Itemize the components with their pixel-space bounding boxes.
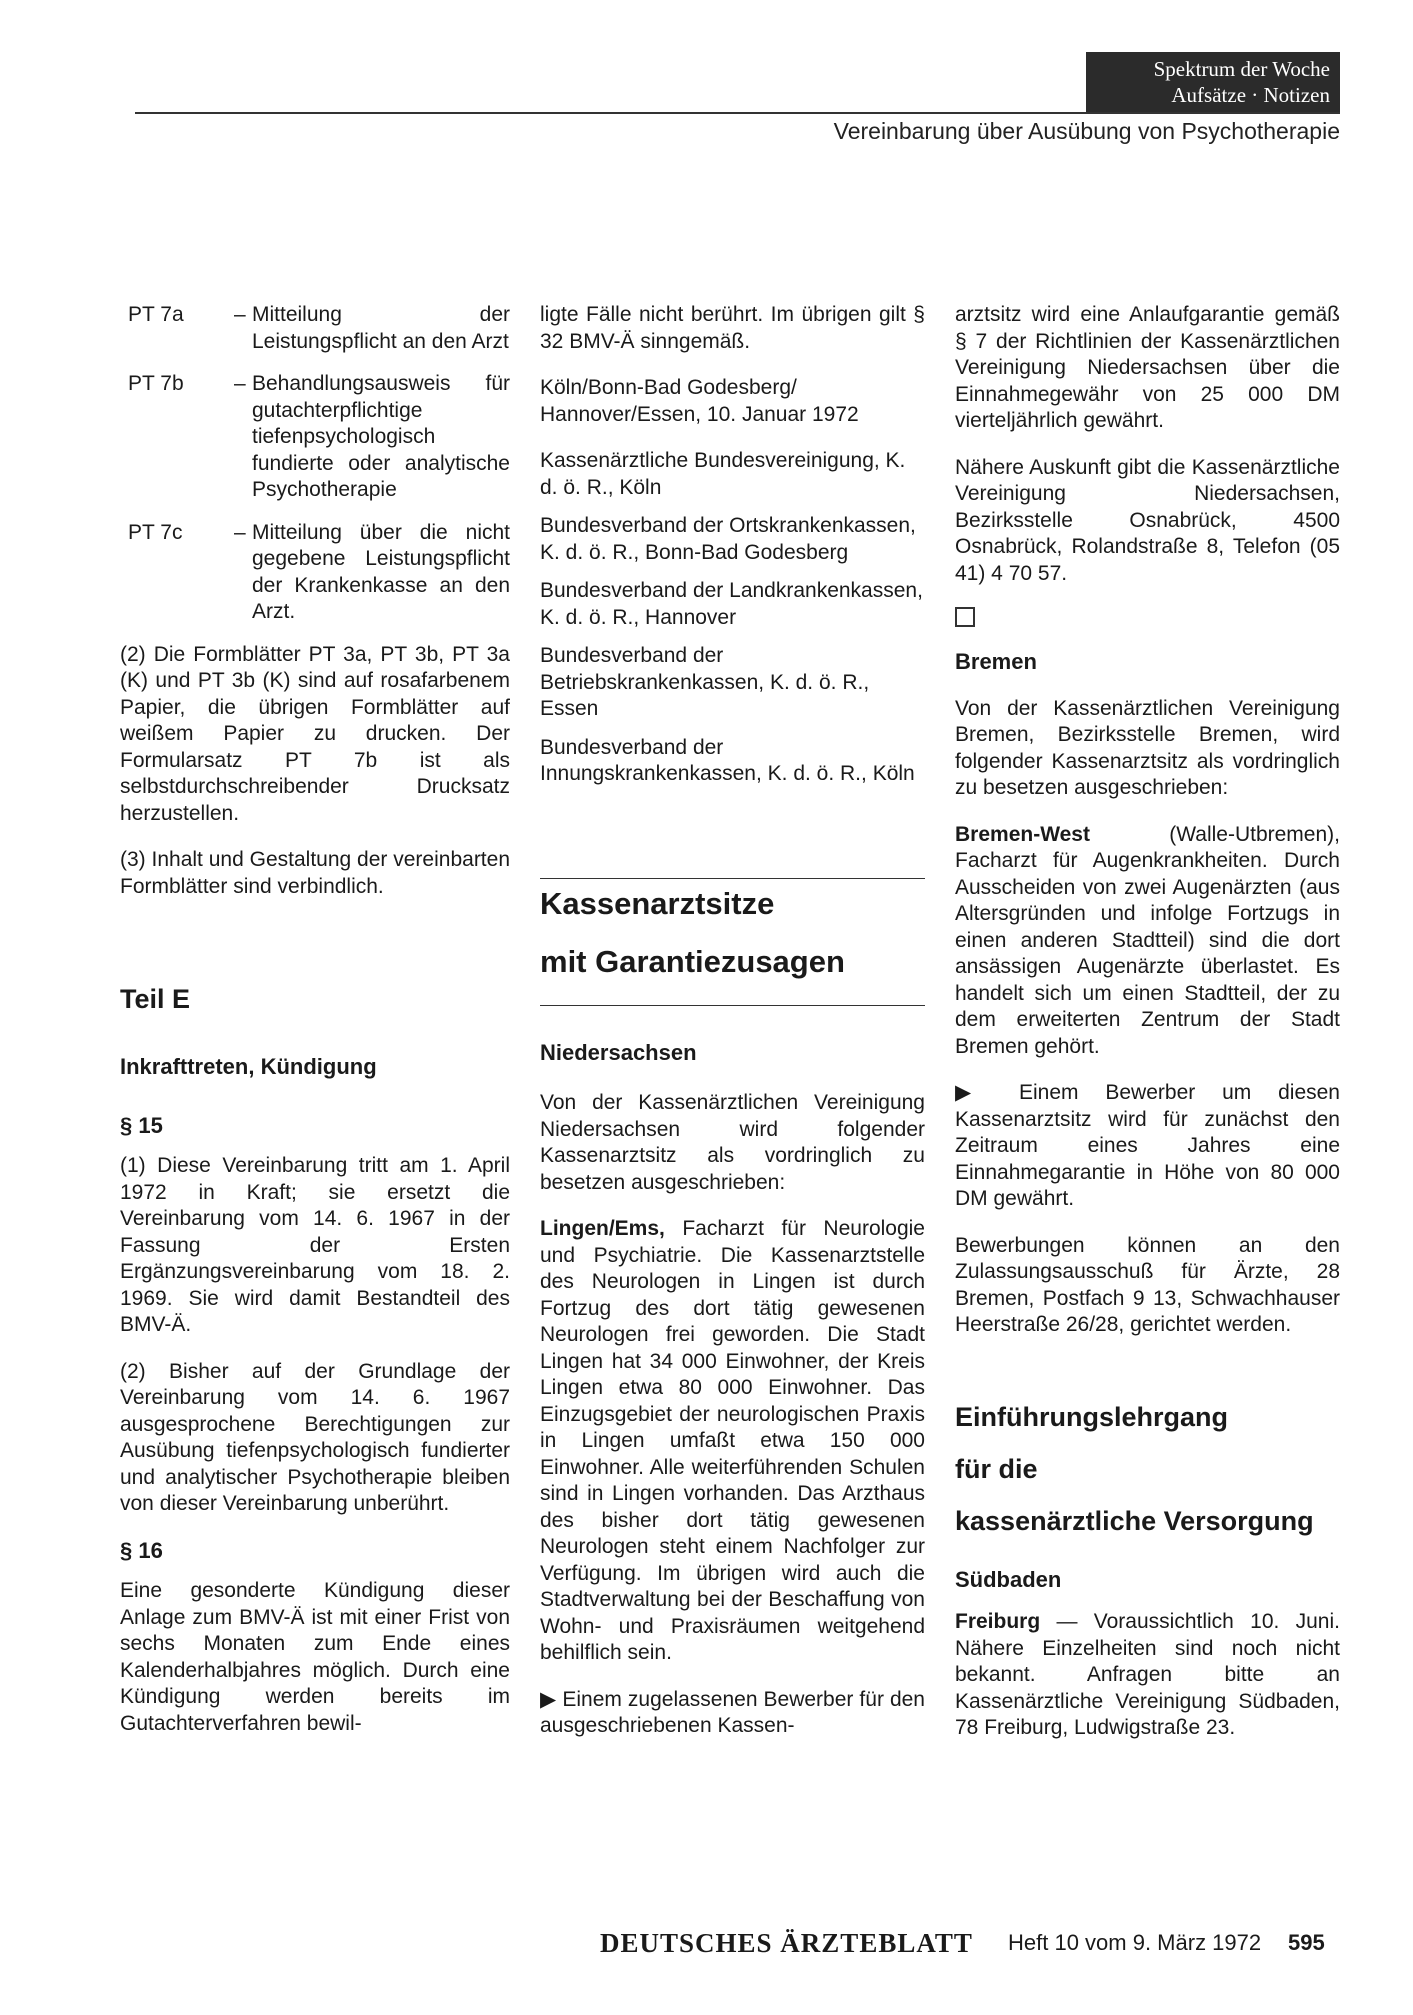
region-heading-niedersachsen: Niedersachsen: [540, 1039, 697, 1065]
lehrgang-title-line1: Einführungslehrgang: [955, 1401, 1228, 1432]
section-15-paragraph-1: (1) Diese Vereinbarung tritt am 1. April 1972 in Kraft; sie ersetzt die Vereinbarung vom 14. 6. 1967 in der Fassung der Ersten Ergänzungsvereinbarung vom 18. 2. 1969. Sie wird damit Bestandteil des BMV-Ä.: [120, 1154, 510, 1336]
bremen-west-text: (Walle-Utbremen), Facharzt für Augenkrankheiten. Durch Ausscheiden von zwei Augenärzten (aus Altersgründen und infolge Fortzugs in einen anderen Stadtteil) sind die dort ansässigen Augenärzte überlastet. Es handelt sich um einen Stadtteil, der zu dem erweiterten Zentrum der Stadt Bremen gehört.: [955, 822, 1340, 1058]
page-number: 595: [1288, 1930, 1325, 1955]
paragraph-bremen: Von der Kassenärztlichen Vereinigung Bremen, Bezirksstelle Bremen, wird folgender Kassenarztsitz als vordringlich zu besetzen ausgeschrieben:: [955, 696, 1340, 799]
paragraph-bremen-west: [955, 822, 1340, 1061]
section-16-paragraph: Eine gesonderte Kündigung dieser Anlage zum BMV-Ä ist mit einer Frist von sechs Monaten zum Ende eines Kalenderhalbjahres möglich. Durch eine Kündigung werden bereits im Gutachterverfahren bewil-: [120, 1579, 510, 1735]
signatory: Bundesverband der Innungskrankenkassen, K. d. ö. R., Köln: [540, 735, 915, 785]
column-2: [540, 302, 925, 1760]
paragraph-freiburg: [955, 1609, 1340, 1742]
place-date: Köln/Bonn-Bad Godesberg/ Hannover/Essen, 10. Januar 1972: [540, 376, 859, 426]
paragraph-bewerber: ▶ Einem Bewerber um diesen Kassenarztsitz wird für zunächst den Zeitraum eines Jahres eine Einnahmegarantie in Höhe von 80 000 DM gewährt.: [955, 1081, 1340, 1210]
section-label-line1: Spektrum der Woche: [1153, 57, 1330, 81]
paragraph-auskunft: Nähere Auskunft gibt die Kassenärztliche Vereinigung Niedersachsen, Bezirksstelle Osnabrück, 4500 Osnabrück, Rolandstraße 8, Telefon (05 41) 4 70 57.: [955, 455, 1340, 585]
pt-item: [120, 371, 510, 504]
section-label-line2: Aufsätze · Notizen: [1171, 83, 1330, 107]
section-title-line1: Kassenarztsitze: [540, 885, 775, 921]
footer-masthead: DEUTSCHES ÄRZTEBLATT: [600, 1928, 973, 1958]
teil-subheading: Inkrafttreten, Kündigung: [120, 1054, 377, 1079]
freiburg-lead: Freiburg: [955, 1610, 1041, 1633]
signatory: Kassenärztliche Bundesvereinigung, K. d. ö. R., Köln: [540, 449, 906, 499]
paragraph-formblaetter: (2) Die Formblätter PT 3a, PT 3b, PT 3a (K) und PT 3b (K) sind auf rosafarbenem Papier, die übrigen Formblätter auf weißem Papier zu drucken. Der Formularsatz PT 7b ist als selbstdurchschreibender Drucksatz herzustellen.: [120, 642, 510, 825]
paragraph-continued: ligte Fälle nicht berührt. Im übrigen gilt § 32 BMV-Ä sinngemäß.: [540, 303, 925, 353]
pt-item: [120, 302, 510, 355]
region-heading-bremen: Bremen: [955, 649, 1037, 674]
end-mark-box: [955, 607, 975, 627]
pt-code: PT 7c: [128, 520, 183, 544]
column-1: [120, 302, 510, 1757]
column-3: [955, 302, 1340, 1762]
pt-code: PT 7a: [128, 303, 184, 326]
freiburg-text: — Voraussichtlich 10. Juni. Nähere Einzelheiten sind noch nicht bekannt. Anfragen bitte an Kassenärztliche Vereinigung Südbaden, 78 Freiburg, Ludwigstraße 23.: [955, 1610, 1340, 1739]
bremen-west-lead: Bremen-West: [955, 822, 1090, 846]
footer-issue: Heft 10 vom 9. März 1972: [1008, 1930, 1262, 1955]
paragraph-lingen: [540, 1216, 925, 1667]
section-15-paragraph-2: (2) Bisher auf der Grundlage der Vereinbarung vom 14. 6. 1967 ausgesprochene Berechtigungen zur Ausübung tiefenpsychologisch fundierter und analytischer Psychotherapie bleiben von dieser Vereinbarung unberührt.: [120, 1359, 510, 1515]
section-15-heading: § 15: [120, 1112, 163, 1138]
signatory: Bundesverband der Landkrankenkassen, K. d. ö. R., Hannover: [540, 579, 923, 629]
section-16-heading: § 16: [120, 1537, 163, 1563]
pt-dash: –: [234, 520, 246, 544]
pt-text: Mitteilung der Leistungspflicht an den Arzt: [252, 303, 510, 353]
paragraph-bewerbungen: Bewerbungen können an den Zulassungsausschuß für Ärzte, 28 Bremen, Postfach 9 13, Schwachhauser Heerstraße 26/28, gerichtet werden.: [955, 1233, 1340, 1336]
paragraph-intro: Von der Kassenärztlichen Vereinigung Niedersachsen wird folgender Kassenarztsitz als vordringlich zu besetzen ausgeschrieben:: [540, 1091, 925, 1194]
teil-heading: Teil E: [120, 984, 191, 1014]
pt-dash: –: [234, 303, 246, 326]
pt-item: [120, 520, 510, 626]
pt-text: Behandlungsausweis für gutachterpflichtige tiefenpsychologisch fundierte oder analytische Psychotherapie: [252, 372, 510, 501]
signatory: Bundesverband der Ortskrankenkassen, K. d. ö. R., Bonn-Bad Godesberg: [540, 514, 916, 564]
pt-text: Mitteilung über die nicht gegebene Leistungspflicht der Krankenkasse an den Arzt.: [252, 520, 510, 623]
lehrgang-title-line2: für die: [955, 1453, 1038, 1484]
pt-code: PT 7b: [128, 372, 184, 395]
paragraph-inhalt: (3) Inhalt und Gestaltung der vereinbarten Formblätter sind verbindlich.: [120, 848, 510, 898]
lingen-text: Facharzt für Neurologie und Psychiatrie. Die Kassenarztstelle des Neurologen in Lingen ist durch Fortzug des dort tätig gewesenen Neurologen frei geworden. Die Stadt Lingen hat 34 000 Einwohner, der Kreis Lingen etwa 80 000 Einwohner. Das Einzugsgebiet der neurologischen Praxis in Lingen umfaßt etwa 150 000 Einwohner. Alle weiterführenden Schulen sind in Lingen vorhanden. Das Arzthaus des bisher dort tätig gewesenen Neurologen steht einem Nachfolger zur Verfügung. Im übrigen wird auch die Stadtverwaltung bei der Beschaffung von Wohn- und Praxisräumen weitgehend behilflich sein.: [540, 1217, 925, 1664]
signatory: Bundesverband der Betriebskrankenkassen, K. d. ö. R., Essen: [540, 644, 870, 720]
paragraph-bullet: ▶ Einem zugelassenen Bewerber für den ausgeschriebenen Kassen-: [540, 1687, 925, 1737]
paragraph-continued: arztsitz wird eine Anlaufgarantie gemäß § 7 der Richtlinien der Kassenärztlichen Vereinigung Niedersachsen über die Einnahmegewähr von 25 000 DM vierteljährlich gewährt.: [955, 303, 1340, 432]
running-title: Vereinbarung über Ausübung von Psychotherapie: [833, 118, 1340, 144]
lingen-lead: Lingen/Ems,: [540, 1217, 665, 1240]
pt-dash: –: [234, 372, 246, 395]
section-label-box: [1086, 52, 1340, 112]
lehrgang-title-line3: kassenärztliche Versorgung: [955, 1505, 1314, 1536]
header-rule: [135, 112, 1340, 114]
region-heading-suedbaden: Südbaden: [955, 1566, 1062, 1592]
section-title-line2: mit Garantiezusagen: [540, 943, 845, 979]
